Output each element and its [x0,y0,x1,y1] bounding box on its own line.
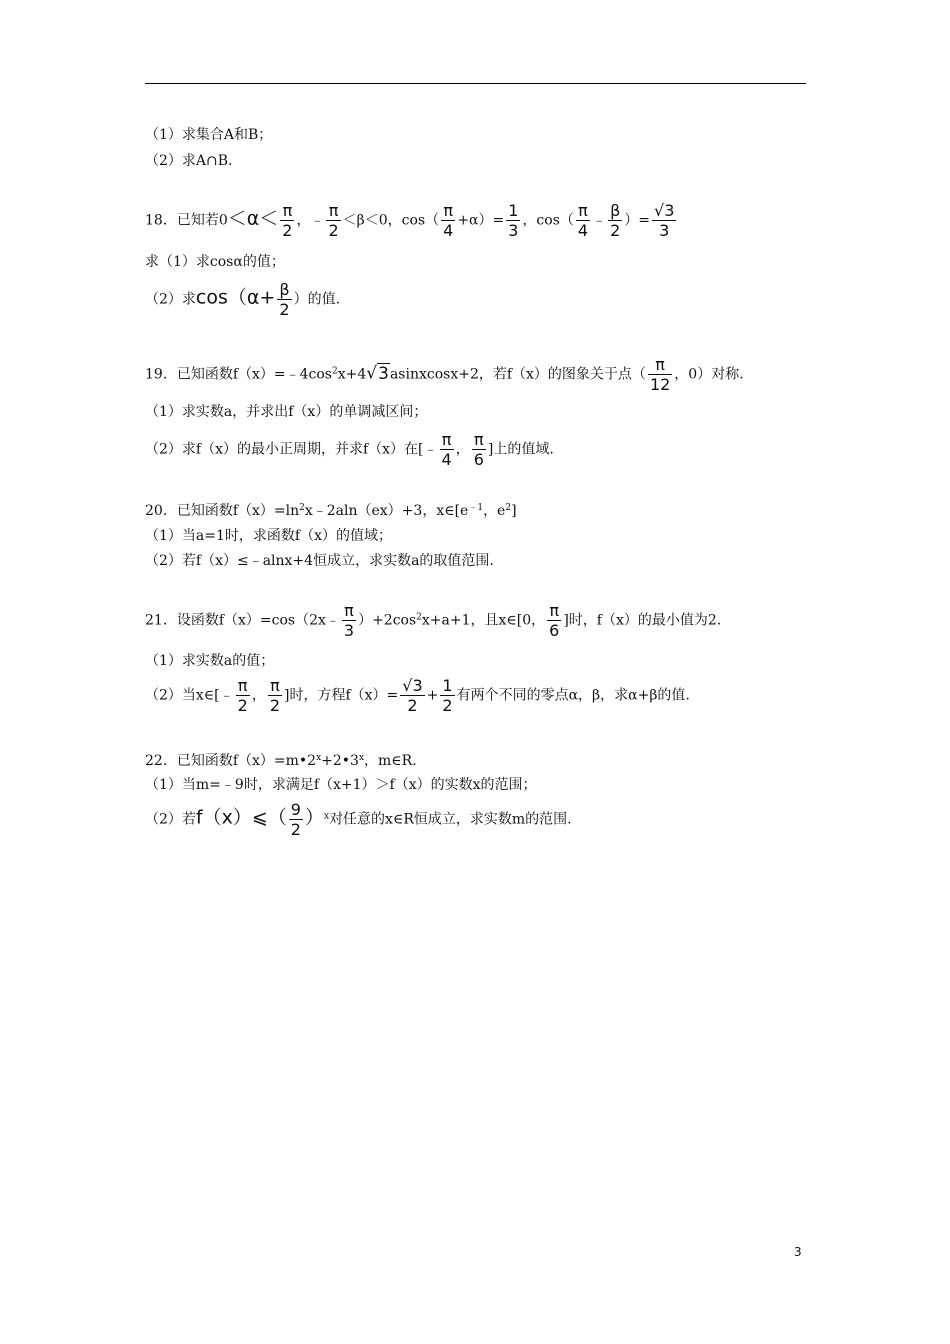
p22-close: ） [304,806,324,829]
p21-statement [145,601,721,640]
p18-lt1: ＜ [227,207,247,230]
frac-den: 6 [473,450,484,469]
frac-num: π [268,676,282,696]
frac-den: 4 [577,221,589,240]
p21-frac-pi-2b [268,676,282,715]
p22-fx: f（x）⩽（ [195,806,287,829]
frac-num: π [547,601,561,621]
p22-part2-tail: 对任意的x∈R恒成立，求实数m的范围. [329,811,572,828]
p18-frac-beta-2b [277,280,291,319]
frac-num: π [236,676,250,696]
p18-frac-sqrt3-3 [652,201,676,240]
frac-num: π [648,355,672,375]
frac-num: π [280,201,294,221]
p18-statement [145,201,678,240]
frac-num: 9 [290,800,301,819]
frac-num: √3 [654,201,675,220]
frac-num: 1 [442,676,453,695]
p18-alpha-plus: α+ [246,286,276,309]
p17-part1: （1）求集合A和B； [145,127,273,143]
p22-sup-x2: x [358,753,365,763]
p19-sqrt3 [366,363,390,384]
frac-den: 12 [649,375,671,394]
frac-den: 4 [441,450,452,469]
p21-part2-lead: （2）当x∈[﹣ [145,687,234,704]
p20-statement [145,502,517,520]
p22-sup-x: x [323,811,330,822]
p20-sup2b: 2 [505,503,512,513]
p21-plus: + [426,687,439,704]
p19-frac-pi-4 [440,430,454,469]
p19-frac-pi-12 [648,355,672,394]
p18-lead: 18．已知若0 [145,212,228,229]
p21-tail: ]时，f（x）的最小值为2. [563,612,722,629]
p18-mid3: ，cos（ [522,212,574,229]
p18-frac-pi-4 [441,201,455,240]
frac-den: 2 [279,300,290,319]
p18-mid4: ）= [624,212,651,229]
p18-lt2: ＜ [259,207,279,230]
p22-sup-x1: x [316,753,322,763]
p22-mid: +2•3 [321,753,359,769]
p18-frac-pi-4b [576,201,590,240]
p20-sup-neg1: ﹣1 [468,503,484,513]
p21-part2-mid: ]时，方程f（x）= [284,687,399,704]
p18-frac-pi-2b [326,201,340,240]
frac-num: 1 [508,201,519,220]
p18-q2 [145,280,340,319]
p20-lead: 20．已知函数f（x）=ln [145,503,300,519]
p18-frac-pi-2 [280,201,294,240]
p19-sup2: 2 [331,366,338,377]
frac-den: 2 [237,696,248,715]
p22-part2 [145,800,572,839]
p20-part2: （2）若f（x）≤﹣alnx+4恒成立，求实数a的取值范围. [145,553,494,569]
p19-comma: ， [455,441,470,458]
p18-plus-a: +α）= [457,212,505,229]
p18-mid2: ＜β＜0，cos（ [342,212,440,229]
p22-frac-9-2 [289,800,303,839]
p19-part1: （1）求实数a，并求出f（x）的单调减区间； [145,404,428,420]
p21-sup2: 2 [416,612,422,623]
sqrt-sign: √ [366,363,378,384]
p19-statement [145,355,744,394]
p19-part2 [145,430,554,469]
frac-den: 2 [610,221,621,240]
p18-mid1: ，﹣ [296,212,325,229]
p20-mid: x﹣2aln（ex）+3，x∈[e [304,503,469,519]
p21-frac-pi-6 [547,601,561,640]
p21-part1: （1）求实数a的值； [145,653,275,669]
frac-den: 2 [407,696,418,715]
frac-num: β [610,201,621,220]
p21-mid2: x+a+1，且x∈[0， [421,612,546,629]
frac-num: π [441,201,455,221]
frac-den: 6 [549,621,560,640]
frac-den: 2 [290,820,301,839]
header-rule [145,83,806,84]
p21-frac-pi-2 [236,676,250,715]
p19-mid2: asinxcosx+2，若f（x）的图象关于点（ [389,366,646,383]
p19-frac-pi-6 [472,430,486,469]
p21-mid1: ）+2cos [358,612,417,629]
p19-part2-lead: （2）求f（x）的最小正周期，并求f（x）在[﹣ [145,441,438,458]
p21-comma: ， [251,687,266,704]
p22-part2-lead: （2）若 [145,811,196,828]
p21-frac-sqrt3-2 [400,676,424,715]
frac-den: 2 [269,696,281,715]
p18-cos: cos（ [195,286,247,309]
frac-num: π [326,201,340,221]
p20-part1: （1）当a=1时，求函数f（x）的值域； [145,528,392,544]
frac-den: 3 [659,221,670,240]
p18-minus: ﹣ [592,212,607,229]
frac-den: 2 [442,696,453,715]
p18-q2-lead: （2）求 [145,291,196,308]
sqrt-radicand: 3 [378,363,389,384]
p18-frac-1-3 [506,201,520,240]
p22-lead: 22．已知函数f（x）=m•2 [145,753,317,769]
frac-num: π [440,430,454,450]
frac-num: π [576,201,590,221]
p20-sup2: 2 [299,503,305,513]
p19-lead: 19．已知函数f（x）=﹣4cos [145,366,332,383]
p20-tail: ] [511,503,517,519]
p19-part2-tail: ]上的值域. [487,441,554,458]
p21-part2 [145,676,690,715]
frac-den: 2 [282,221,293,240]
frac-num: β [279,280,290,299]
p21-frac-1-2 [440,676,454,715]
p22-statement [145,752,417,770]
p18-frac-beta-2 [608,201,622,240]
frac-den: 3 [508,221,519,240]
p17-part2: （2）求A∩B. [145,153,233,169]
frac-den: 4 [443,221,454,240]
p18-q2-tail: ）的值. [293,291,341,308]
p22-tail: ，m∈R. [364,753,417,769]
p19-mid1: x+4 [337,366,367,383]
p18-alpha: α [246,207,260,230]
frac-den: 3 [343,621,355,640]
frac-num: π [342,601,356,621]
p19-tail: ，0）对称. [674,366,744,383]
frac-num: π [472,430,486,450]
p21-frac-pi-3 [342,601,356,640]
p21-lead: 21．设函数f（x）=cos（2x﹣ [145,612,340,629]
p20-mid2: ，e [483,503,506,519]
p21-part2-tail: 有两个不同的零点α，β，求α+β的值. [456,687,690,704]
frac-num: √3 [402,676,423,695]
p18-q1: 求（1）求cosα的值； [145,254,285,270]
p22-part1: （1）当m=﹣9时，求满足f（x+1）＞f（x）的实数x的范围； [145,777,537,793]
page-number: 3 [794,1245,802,1259]
frac-den: 2 [328,221,339,240]
